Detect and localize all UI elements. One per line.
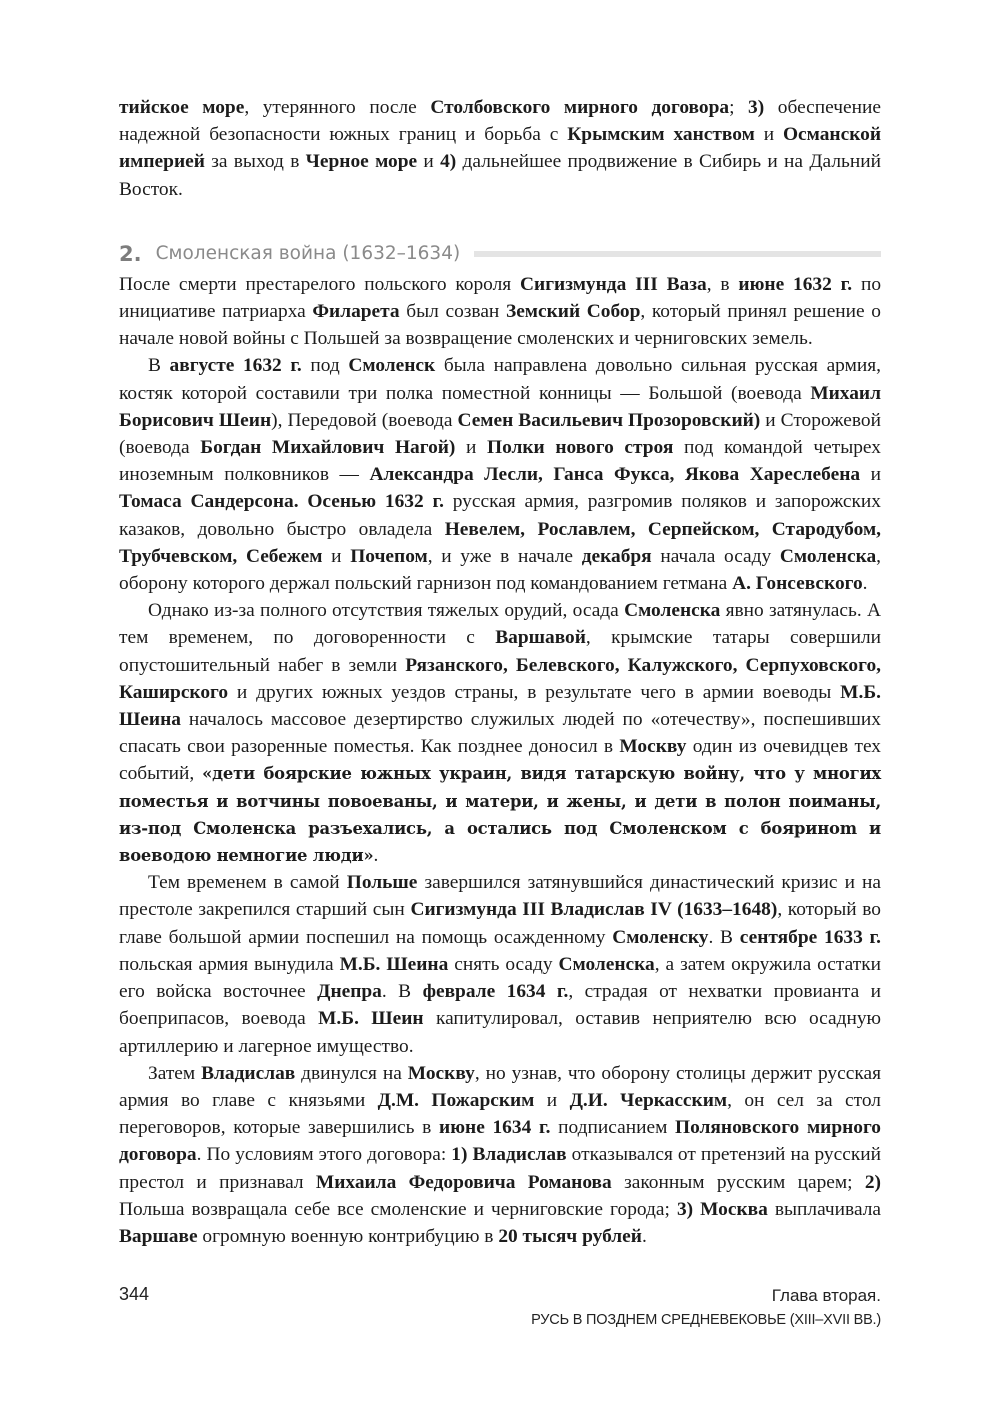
bold-term: Сигизмунда III Ваза xyxy=(520,273,707,295)
bold-term: июне 1632 г. xyxy=(738,273,853,295)
text-run: и Сторожевой (воевода xyxy=(119,409,882,459)
chapter-title: Глава вторая. xyxy=(771,1286,881,1305)
bold-term: Крымским ханством xyxy=(567,124,755,146)
section-heading xyxy=(119,241,881,267)
text-run: и xyxy=(860,464,881,486)
bold-term: Михаил Борисович Шеин xyxy=(119,382,881,431)
bold-term: тийское море xyxy=(119,97,245,118)
text-run: и xyxy=(534,1089,570,1111)
archaic-quote: «дети боярские южных украин, видя татарскую войну, что у многих поместья и вотчины повоеваны, и матери, и жены, и дети в полон поиманы, из-под Смоленска разъехались, а остались под Смоленском с бояриноm и воеводою немногие люди» xyxy=(119,764,882,866)
bold-term: феврале 1634 г. xyxy=(422,981,569,1003)
text-run: за выход в xyxy=(204,151,306,173)
bold-term: Богдан Михайлович Нагой) xyxy=(200,437,456,459)
bold-term: А. Гонсевского xyxy=(732,573,863,595)
bold-term: Томаса Сандерсона. Осенью 1632 г. xyxy=(119,491,444,513)
text-run: . xyxy=(862,573,868,595)
bold-term: 3) xyxy=(748,97,765,118)
text-run: , крымские татары совершили опустошительный набег в земли xyxy=(119,627,882,676)
text-run: снять осаду xyxy=(448,953,559,975)
bold-term: Днепра xyxy=(317,981,382,1003)
text-run: подписанием xyxy=(550,1117,676,1139)
text-run: . В xyxy=(708,926,740,948)
bold-term: Столбовского мирного договора xyxy=(430,97,730,118)
bold-term: Невелем, Рославлем, Серпейском, Стародубом, Трубчевском, Себежем xyxy=(119,518,881,567)
bold-term: М.Б. Шеин xyxy=(318,1008,424,1030)
text-run: ; xyxy=(729,97,749,118)
text-run: В xyxy=(148,355,170,377)
bold-term: Поляновского мирного договора xyxy=(119,1117,881,1166)
text-run: капитулировал, оставив неприятелю всю осадную артиллерию и лагерное имущество. xyxy=(119,1008,881,1057)
bold-term: Земский Собор xyxy=(505,301,641,323)
bold-term: 2) xyxy=(864,1171,882,1193)
text-run: русская армия, разгромив поляков и запорожских казаков, довольно быстро овладела xyxy=(119,491,881,540)
leading-paragraphs xyxy=(119,94,881,203)
bold-term: Черное море xyxy=(305,151,418,173)
text-run: и других южных уездов страны, в результате чего в армии воеводы xyxy=(228,681,841,703)
chapter-subtitle: РУСЬ В ПОЗДНЕМ СРЕДНЕВЕКОВЬЕ (XIII–XVII ВВ.) xyxy=(531,1312,881,1328)
text-run: и xyxy=(417,151,441,173)
bold-term: 3) Москва xyxy=(676,1198,768,1220)
bold-term: Смоленска xyxy=(624,600,721,622)
text-run: и xyxy=(754,124,783,146)
bold-term: М.Б. Шеина xyxy=(339,953,449,975)
paragraph xyxy=(119,1060,881,1250)
bold-term: Д.И. Черкасским xyxy=(569,1089,728,1111)
text-run: После смерти престарелого польского короля xyxy=(119,273,521,295)
text-run: , он сел за стол переговоров, которые завершились в xyxy=(119,1089,881,1139)
text-run: . В xyxy=(381,981,423,1003)
bold-term: сентябре 1633 г. xyxy=(739,926,881,948)
bold-term: Османской империей xyxy=(119,124,881,173)
text-run: под командой четырех иноземным полковников — xyxy=(119,437,881,486)
bold-term: Варшаве xyxy=(119,1225,198,1247)
bold-term: Смоленска xyxy=(779,545,877,567)
running-header xyxy=(531,1284,881,1332)
text-run: огромную военную контрибуцию в xyxy=(197,1225,499,1247)
section-paragraphs xyxy=(119,271,881,1250)
text-run: Затем xyxy=(148,1062,202,1084)
bold-term: Д.М. Пожарским xyxy=(377,1089,535,1111)
bold-term: Семен Васильевич Прозоровский) xyxy=(457,409,761,431)
text-run: , в xyxy=(706,273,739,295)
bold-term: 1) Владислав xyxy=(451,1144,567,1166)
bold-term: июне 1634 г. xyxy=(439,1117,551,1139)
bold-term: Москву xyxy=(407,1062,475,1084)
bold-term: Рязанского, Белевского, Калужского, Серпуховского, Каширского xyxy=(119,654,881,703)
section-rule xyxy=(474,251,881,257)
text-run: был созван xyxy=(399,301,506,323)
bold-term: Москву xyxy=(619,736,687,758)
text-run: . xyxy=(373,845,379,867)
text-run: один из очевидцев тех событий, xyxy=(119,736,881,785)
text-run: по инициативе патриарха xyxy=(119,273,882,323)
text-run: отказывался от претензий на русский престол и признавал xyxy=(119,1144,882,1193)
text-run: , а затем окружила остатки его войска восточнее xyxy=(119,953,881,1003)
text-run: польская армия вынудила xyxy=(119,953,340,975)
text-run: дальнейшее продвижение в Сибирь и на Дальний Восток. xyxy=(119,151,881,200)
text-run: . По условиям этого договора: xyxy=(196,1144,452,1166)
paragraph xyxy=(119,352,881,597)
bold-term: декабря xyxy=(581,545,652,567)
text-run: под xyxy=(301,355,349,377)
section-number: 2. xyxy=(119,241,142,266)
paragraph xyxy=(119,597,881,869)
main-text xyxy=(119,94,881,1250)
text-run: , оборону которого держал польский гарнизон под командованием гетмана xyxy=(119,545,881,595)
text-run: , но узнав, что оборону столицы держит русская армия во главе с князьями xyxy=(119,1062,881,1111)
text-run: , который во главе большой армии поспешил на помощь осажденному xyxy=(119,899,881,948)
text-run: ), Передовой (воевода xyxy=(271,409,458,431)
bold-term: 20 тысяч рублей xyxy=(498,1225,642,1247)
bold-term: Смоленску xyxy=(612,926,709,948)
text-run: и xyxy=(455,437,487,459)
bold-term: М.Б. Шеина xyxy=(119,681,881,731)
text-run: начала осаду xyxy=(651,545,780,567)
bold-term: Польше xyxy=(346,872,418,894)
text-run: была направлена довольно сильная русская армия, костяк которой составили три полка поместной конницы — Большой (воевода xyxy=(119,355,881,404)
text-run: двинулся на xyxy=(295,1062,408,1084)
paragraph xyxy=(119,94,881,203)
text-run: , и уже в начале xyxy=(427,545,582,567)
bold-term: Сигизмунда III Владислав IV (1633–1648) xyxy=(410,899,778,921)
text-run: , утерянного после xyxy=(244,97,431,118)
text-run: законным русским царем; xyxy=(611,1171,865,1193)
bold-term: Смоленска xyxy=(558,953,655,975)
bold-term: Александра Лесли, Ганса Фукса, Якова Хареслебена xyxy=(369,464,861,486)
text-run: Польша возвращала себе все смоленские и черниговские города; xyxy=(119,1198,677,1220)
bold-term: Варшавой xyxy=(495,627,586,649)
text-run: , который принял решение о начале новой войны с Польшей за возвращение смоленских и черниговских земель. xyxy=(119,301,881,350)
paragraph xyxy=(119,271,881,353)
text-run: завершился затянувшийся династический кризис и на престоле закрепился старший сын xyxy=(119,872,881,921)
bold-term: Почепом xyxy=(350,545,428,567)
text-run: началось массовое дезертирство служилых людей по «отечеству», поспешивших спасать свои разоренные поместья. Как позднее доносил в xyxy=(119,709,881,758)
text-run: , страдая от нехватки провианта и боеприпасов, воевода xyxy=(119,981,881,1030)
bold-term: Михаила Федоровича Романова xyxy=(315,1171,612,1193)
bold-term: августе 1632 г. xyxy=(169,355,302,377)
bold-term: Смоленск xyxy=(348,355,436,377)
text-run: Однако из-за полного отсутствия тяжелых орудий, осада xyxy=(148,600,625,622)
text-run: . xyxy=(641,1225,647,1247)
text-run: обеспечение надежной безопасности южных границ и борьба с xyxy=(119,97,881,146)
bold-term: Филарета xyxy=(312,301,400,323)
text-run: явно затянулась. А тем временем, по договоренности с xyxy=(119,600,881,649)
bold-term: Владислав xyxy=(201,1062,296,1084)
text-run: и xyxy=(322,545,351,567)
page-number: 344 xyxy=(119,1284,150,1304)
paragraph xyxy=(119,869,881,1059)
text-run: Тем временем в самой xyxy=(148,872,347,894)
bold-term: 4) xyxy=(440,151,457,173)
bold-term: Полки нового строя xyxy=(486,437,674,459)
section-title: Смоленская война (1632–1634) xyxy=(155,242,461,264)
text-run: выплачивала xyxy=(767,1198,882,1220)
